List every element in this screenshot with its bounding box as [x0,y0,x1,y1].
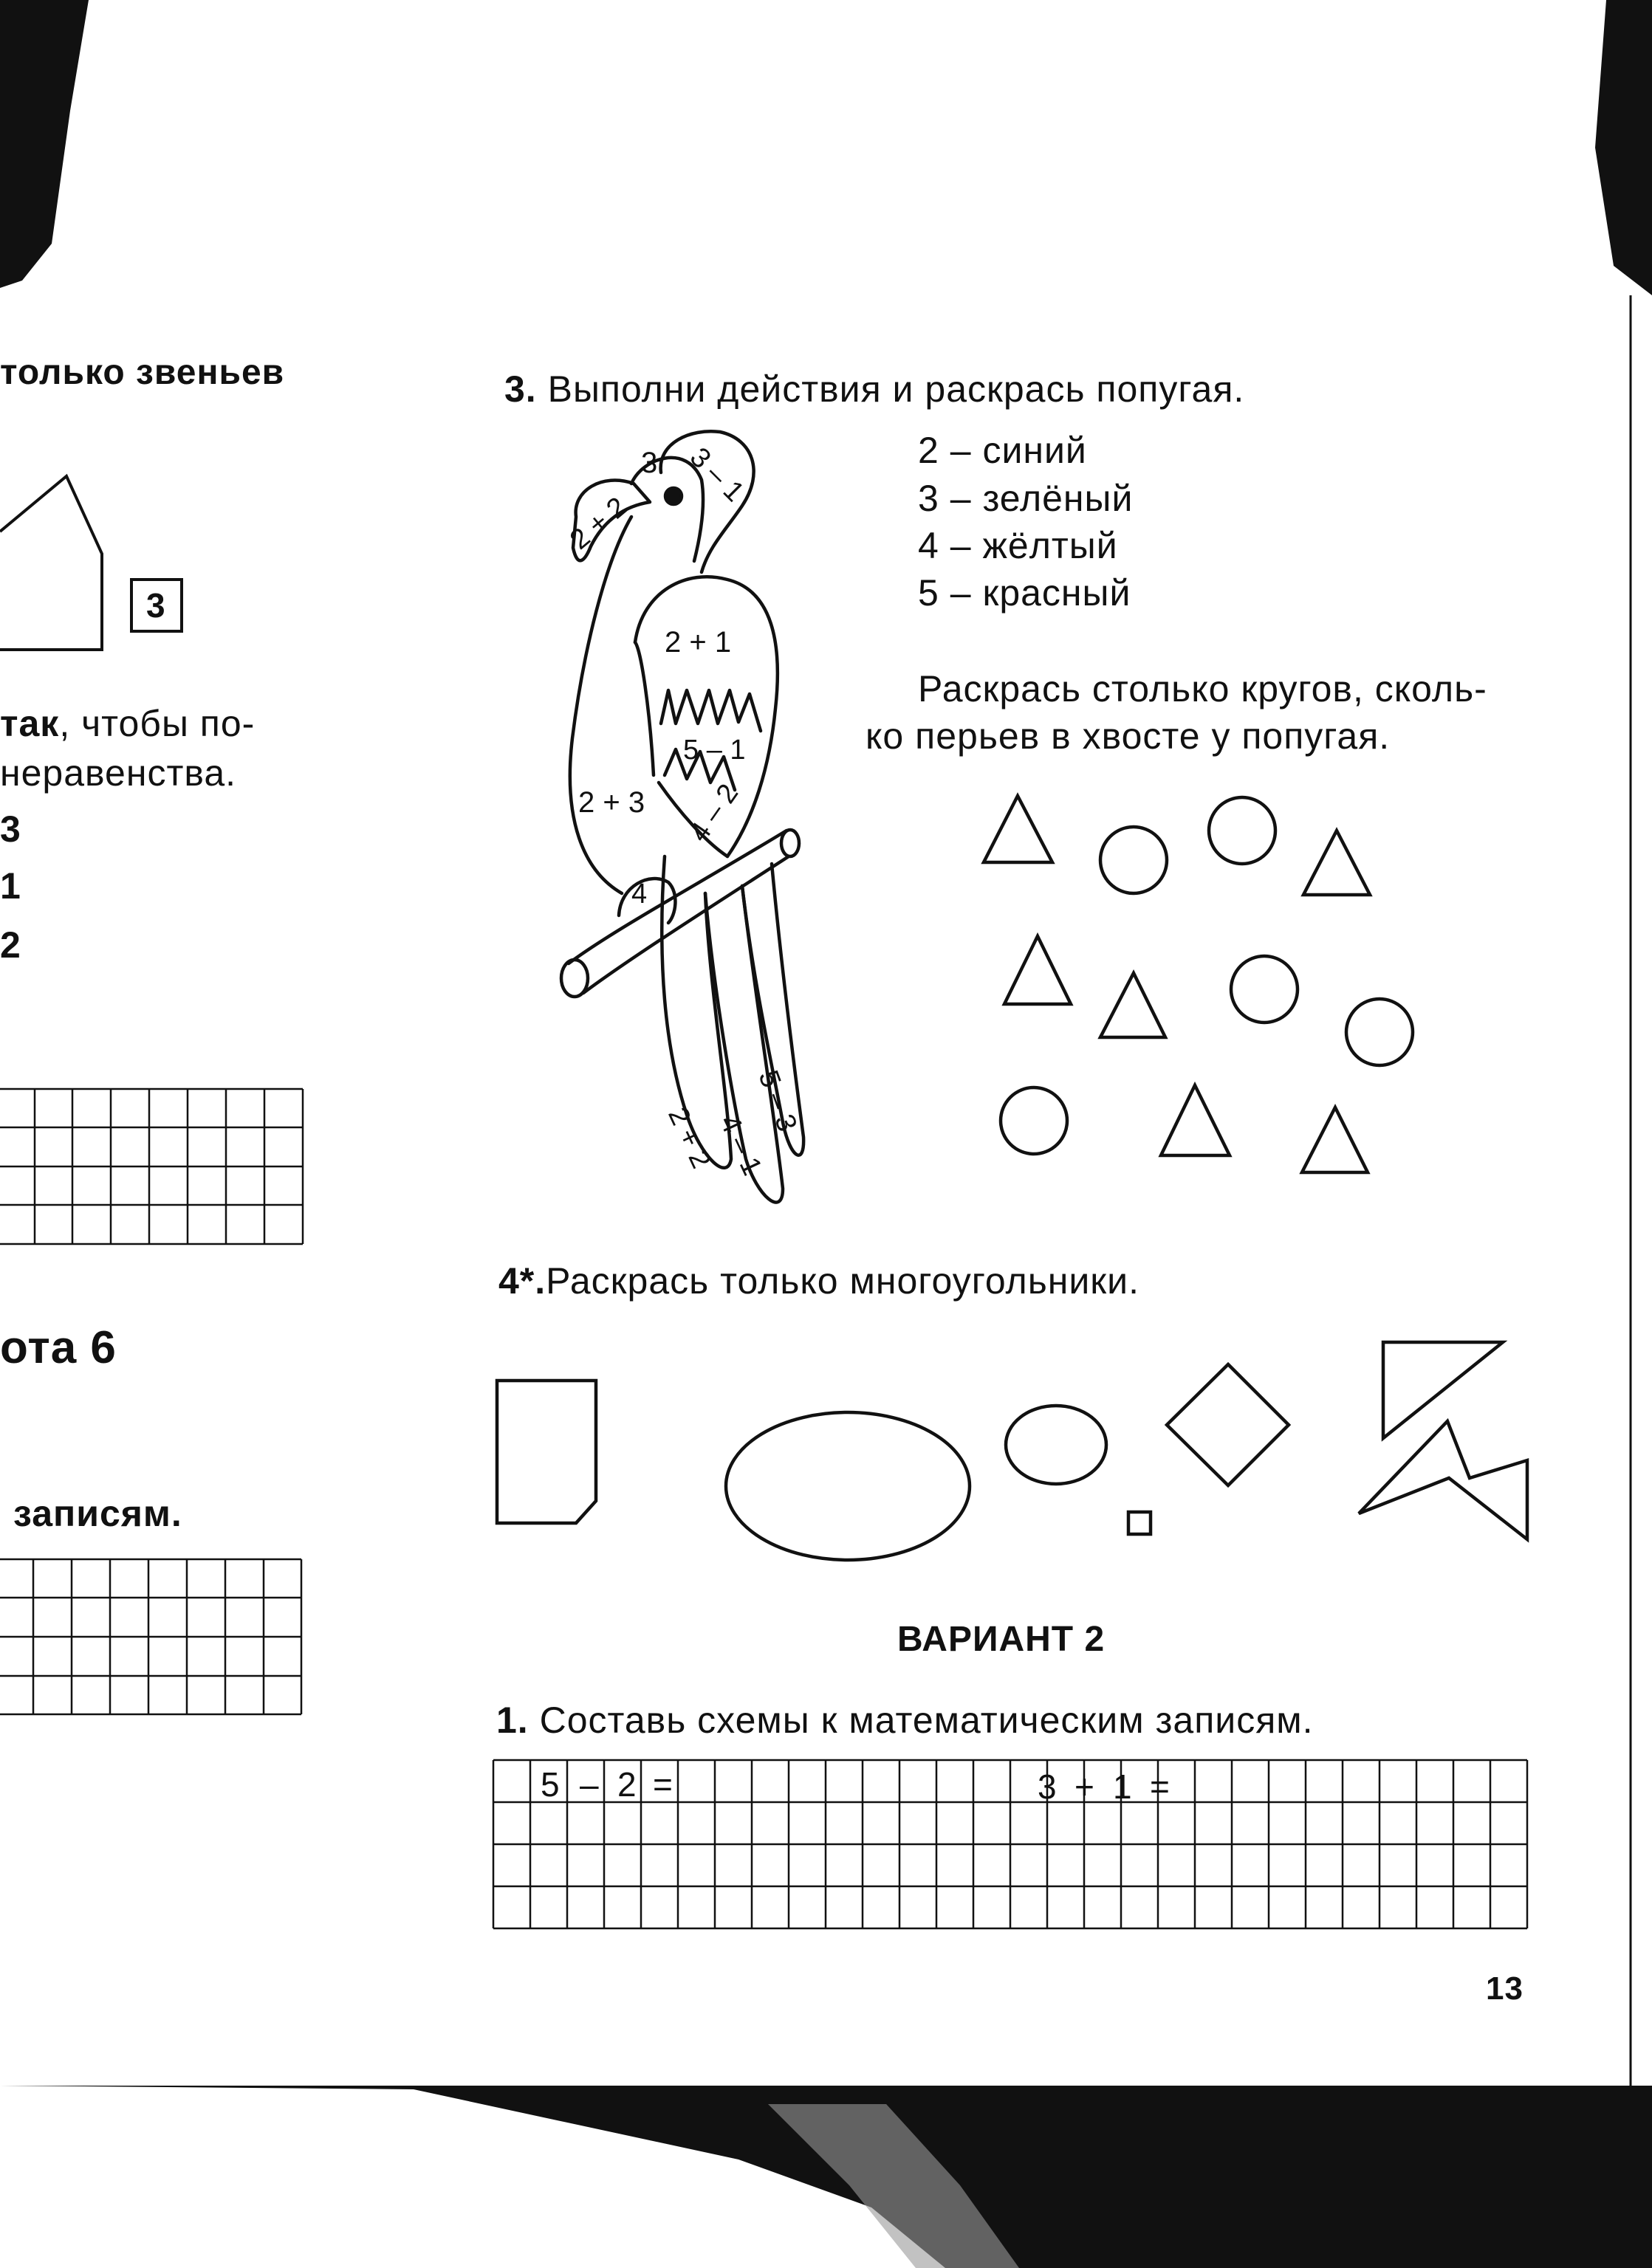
parrot-label-beak: 2 + 2 [564,491,633,556]
left-page-heading: ота 6 [0,1322,117,1373]
parrot-label-wing-stripe-2: 4 – 2 [683,778,745,848]
task3-title: Выполни действия и раскрась попугая. [547,368,1245,410]
parrot-label-head-3: 3 [641,447,658,479]
parrot-label-wing-stripe-1: 5 – 1 [683,735,746,766]
task4-number: 4*. [498,1260,546,1302]
left-page-line-1: только звеньев [0,353,285,392]
task1-title: Составь схемы к математическим записям. [539,1700,1314,1741]
expr2-cell-4: = [1150,1767,1170,1806]
task1-number: 1. [496,1700,529,1741]
legend-row-4: 5 – красный [918,572,1131,614]
parrot-label-wing: 2 + 3 [578,786,645,819]
parrot-label-head-expr: 3 – 1 [683,441,750,508]
parrot-label-chest: 2 + 1 [665,626,732,659]
parrot-label-foot: 4 [631,879,648,910]
legend-row-2: 3 – зелёный [918,478,1134,519]
task4-title: Раскрась только многоугольники. [546,1260,1139,1302]
task3-number: 3. [504,368,537,410]
expr2-cell-3: 1 [1113,1767,1132,1806]
left-page-fragment-2: 1 [0,865,21,907]
parrot-label-tail-2: 4 – 1 [713,1110,768,1181]
left-page-line-2: так, чтобы по- [0,703,256,744]
page-number: 13 [1486,1970,1524,2007]
legend-row-1: 2 – синий [918,430,1087,471]
left-page-fragment-1: 3 [0,808,21,850]
house-box-number: 3 [146,586,166,625]
task3-instruction-line-1: Раскрась столько кругов, сколь- [918,668,1487,709]
left-page-line-3: неравенства. [0,752,237,794]
parrot-label-tail-1: 2 + 2 [662,1102,717,1173]
legend-row-3: 4 – жёлтый [918,525,1118,566]
expr2-cell-1: 3 [1038,1767,1057,1806]
task3-instruction-line-2: ко перьев в хвосте у попугая. [866,715,1391,757]
expr1-cell-4: = [653,1765,673,1804]
parrot-label-tail-3: 5 – 3 [752,1066,803,1136]
expr1-cell-2: – [580,1765,599,1804]
left-page-line-4: записям. [13,1493,182,1534]
left-page-fragment-3: 2 [0,924,21,966]
expr2-cell-2: + [1075,1767,1094,1806]
expr1-cell-1: 5 [541,1765,560,1804]
expr1-cell-3: 2 [617,1765,637,1804]
variant-title: ВАРИАНТ 2 [897,1620,1106,1659]
